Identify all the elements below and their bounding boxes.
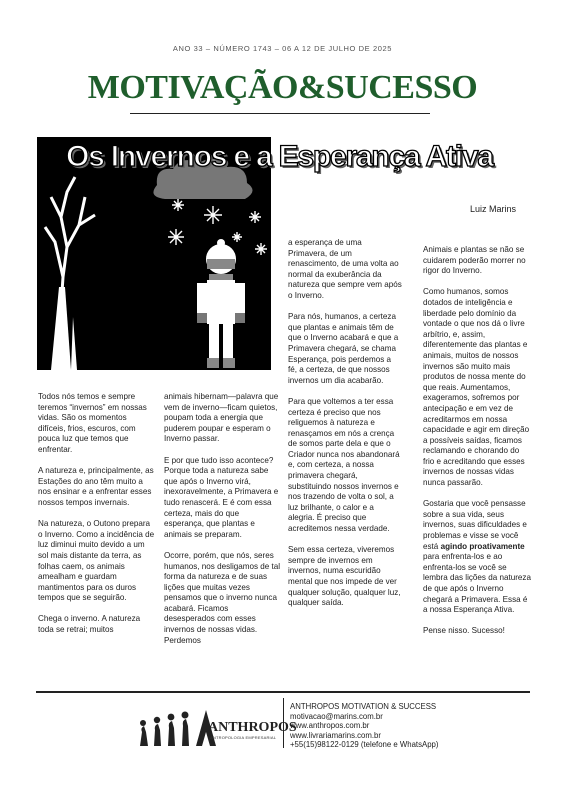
article-title: Os Invernos e a Esperança Ativa	[66, 140, 493, 173]
paragraph: Chega o inverno. A natureza toda se retrai; muitos	[38, 614, 141, 635]
paragraph: Pense nisso. Sucesso!	[423, 626, 505, 636]
anthropos-logo	[120, 708, 297, 748]
emphasis-text: agindo proativamente	[440, 541, 525, 551]
issue-line: ANO 33 – NÚMERO 1743 – 06 A 12 DE JULHO DE 2025	[172, 44, 393, 53]
person-figure	[197, 239, 245, 368]
paragraph: Para nós, humanos, a certeza que plantas e animais têm de que o Inverno acabará e que a Primavera chegará, se chama Esperança, pois perdemos a fé, a certeza, de que nossos invernos um dia acabarão.	[288, 312, 399, 385]
paragraph: E por que tudo isso acontece? Porque toda a natureza sabe que após o Inverno virá, inexoravelmente, a Primavera e tudo renascerá. E é com essa certeza, mais do que esperança, que plantas e animais se preparam.	[164, 455, 279, 539]
contact-company: ANTHROPOS MOTIVATION & SUCCESS	[290, 702, 437, 711]
logo-subtext: ANTROPOLOGIA EMPRESARIAL	[210, 735, 277, 740]
column-4	[423, 245, 531, 648]
contact-website-link[interactable]: www.anthropos.com.br	[290, 721, 370, 731]
text-run: Gostaria que você pensasse sobre a sua vida, seus invernos, suas dificuldades e problemas e visse se você está	[423, 499, 527, 551]
paragraph: Animais e plantas se não se cuidarem poderão morrer no rigor do Inverno.	[423, 245, 526, 276]
paragraph: Sem essa certeza, viveremos sempre de invernos em invernos, numa escuridão mental que nos impede de ver qualquer solução, qualquer luz, qualquer saída.	[288, 545, 401, 608]
paragraph: Como humanos, somos dotados de inteligência e liberdade pelo domínio da vontade o que nos dá o livre arbítrio, e, assim, diferentemente das plantas e animais, muitos de nossos invernos são muito mais produtos de nossa mente do que reais. Aumentamos, exageramos, sofremos por antecipação e em vez de acreditarmos em nossa capacidade e agir em direção a possíveis saídas, ficamos reclamando e chorando do frio e acreditando que esses invernos de nossas vidas nunca passarão.	[423, 287, 530, 488]
contact-block	[290, 702, 438, 750]
paragraph: A natureza e, principalmente, as Estações do ano têm muito a nos ensinar e a enfrentar esses nossos tempos invernais.	[38, 466, 154, 507]
text-run: para enfrenta-los e ao enfrenta-los se você se lembra das lições da natureza de que após o Inverno chegará a Primavera. Essa é a nossa Esperança Ativa.	[423, 552, 531, 615]
paragraph: Todos nós temos e sempre teremos “invernos” em nossas vidas. São os momentos difíceis, frios, escuros, com pouca luz que temos que enfrentar.	[38, 392, 147, 454]
column-3	[288, 238, 402, 619]
paragraph	[423, 499, 531, 616]
paragraph: Na natureza, o Outono prepara o Inverno. Como a incidência de luz diminui muito devido a um sol mais distante da terra, as folhas caem, os animais amealham e guardam mantimentos para os duros tempos que se seguirão.	[38, 519, 155, 603]
column-2	[164, 392, 281, 657]
paragraph: a esperança de uma Primavera, de um renascimento, de uma volta ao normal da exuberância da natureza que sempre vem após o Inverno.	[288, 238, 402, 300]
paragraph: Para que voltemos a ter essa certeza é preciso que nos religuemos à natureza e renasçamos em nós a crença de somos parte dela e que o Criador nunca nos abandonará e, com certeza, a nossa primavera chegará, substituindo nossos invernos e nos trazendo de volta o sol, a luz brilhante, o calor e a alegria. É preciso que acreditemos nessa verdade.	[288, 396, 400, 534]
contact-email-link[interactable]: motivacao@marins.com.br	[290, 711, 383, 721]
contact-bookstore-link[interactable]: www.livrariamarins.com.br	[290, 730, 381, 740]
column-1	[38, 392, 156, 646]
author-name: Luiz Marins	[470, 204, 517, 214]
logo-text: ANTHROPOS	[208, 720, 297, 735]
masthead-rule	[130, 113, 430, 114]
paragraph: animais hibernam—palavra que vem de inverno—ficam quietos, poupam toda a energia que puderem poupar e esperam o Inverno passar.	[164, 392, 279, 444]
contact-phone: +55(15)98122-0129 (telefone e WhatsApp)	[290, 740, 439, 750]
footer-rule	[36, 691, 530, 693]
paragraph: Ocorre, porém, que nós, seres humanos, nos desligamos de tal forma da natureza e de suas lições que muitas vezes pensamos que o inverno nunca acabará. Ficamos desesperados com esses invernos de nossas vidas. Perdemos	[164, 550, 281, 645]
masthead-title: MOTIVAÇÃO&SUCESSO	[87, 69, 478, 106]
